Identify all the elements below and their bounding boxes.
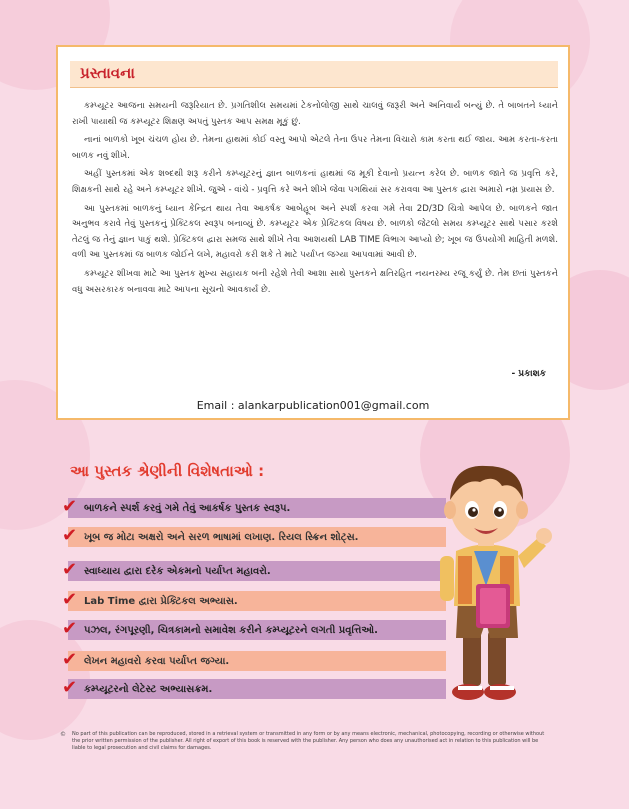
checkmark-icon: ✔ [62,558,78,580]
publisher-signoff: - પ્રકાશક [511,369,546,379]
boy-illustration [428,456,558,706]
features-title: આ પુસ્તક શ્રેણીની વિશેષતાઓ : [70,462,265,480]
checkmark-icon: ✔ [62,617,78,639]
contact-email: Email : alankarpublication001@gmail.com [196,399,430,412]
copyright-mark: © [60,731,66,738]
preface-title: પ્રસ્તાવના [80,64,135,82]
feature-label: લેખન મહાવરો કરવા પર્યાપ્ત જગ્યા. [84,655,230,667]
feature-item [62,588,446,611]
feature-item [62,524,446,547]
feature-item [62,558,446,581]
feature-item [62,617,446,640]
preface-paragraph: અહીં પુસ્તકમાં એક શબ્દથી શરૂ કરીને કમ્પ્યૂટરનું જ્ઞાન બાળકનાં હાથમાં જ મૂકી દેવાનો પ્રયત્ન કરેલ છે. બાળક જાતે જ પ્રવૃત્તિ કરે, શિક્ષકની સાથે રહે અને કમ્પ્યૂટર શીખે. જુએ - વાંચે - પ્રવૃત્તિ કરે અને શીખે જેવા પગથિયાં સર કરાવવા આ પુસ્તક દ્વારા અમારો નમ્ર પ્રયાસ છે. [72,169,558,195]
checkmark-icon: ✔ [62,588,78,610]
checkmark-icon: ✔ [62,648,78,670]
preface-paragraph: આ પુસ્તકમાં બાળકનું ધ્યાન કેન્દ્રિત થાય તેવા આકર્ષક આબેહૂબ અને સ્પર્શ કરવા ગમે તેવા 2D/3D ચિત્રો આપેલ છે. બાળકને જાત અનુભવ કરાવે તેવું પુસ્તકનું પ્રેક્ટિકલ સ્વરૂપ બનાવ્યું છે. કમ્પ્યૂટર એક પ્રેક્ટિકલ વિષય છે. બાળકો જેટલો સમય કમ્પ્યૂટર સાથે પસાર કરશે તેટલું જ તેનું જ્ઞાન પાકું થશે. પ્રેક્ટિકલ દ્વારા સમજ સાથે શીખે તેવા આશયથી LAB TIME વિભાગ આપ્યો છે; ખૂબ જ ઉપયોગી માહિતી મળશે. વળી આ પુસ્તકમાં જ બાળક જોઈને લખે, મહાવરો કરી શકે તે માટે પર્યાપ્ત જગ્યા આપવામાં આવી છે. [72,203,558,261]
checkmark-icon: ✔ [62,524,78,546]
feature-label: Lab Time દ્વારા પ્રેક્ટિકલ અભ્યાસ. [84,595,238,607]
copyright-notice: No part of this publication can be reproduced, stored in a retrieval system or transmitted in any form or by any means electronic, mechanical, photocopying, recording or otherwise without the prior written permission of the publisher. All right of export of this book is reserved with the publisher. Any person who does any unauthorised act in relation to this publication will be liable to legal prosecution and civil claims for damages. [72,731,545,751]
feature-label: બાળકને સ્પર્શ કરવું ગમે તેવું આકર્ષક પુસ્તક સ્વરૂપ. [84,502,291,514]
feature-item [62,495,446,518]
feature-label: કમ્પ્યૂટરનો લેટેસ્ટ અભ્યાસક્રમ. [84,683,213,695]
preface-body [72,99,558,301]
feature-item [62,648,446,671]
preface-paragraph: નાનાં બાળકો ખૂબ ચંચળ હોય છે. તેમના હાથમાં કોઈ વસ્તુ આપો એટલે તેના ઉપર તેમના વિચારો કામ કરતા થઈ જાય. આમ કરતા-કરતા બાળક નવું શીખે. [72,135,558,161]
feature-item [62,676,446,699]
preface-title-box [70,61,558,88]
checkmark-icon: ✔ [62,495,78,517]
checkmark-icon: ✔ [62,676,78,698]
feature-label: સ્વાધ્યાય દ્વારા દરેક એકમનો પર્યાપ્ત મહાવરો. [84,565,271,577]
feature-label: ખૂબ જ મોટા અક્ષરો અને સરળ ભાષામાં લખાણ. રિયલ સ્ક્રિન શોટ્સ. [84,531,359,543]
preface-paragraph: કમ્પ્યૂટર શીખવા માટે આ પુસ્તક મુખ્ય સહાયક બની રહેશે તેવી આશા સાથે પુસ્તકને ક્ષતિરહિત નયનરમ્ય રજૂ કર્યું છે. તેમ છતાં પુસ્તકને વધુ અસરકારક બનાવવા માટે આપના સૂચનો આવકાર્ય છે. [72,268,558,295]
preface-panel [56,45,570,420]
preface-paragraph: કમ્પ્યૂટર આજના સમયની જરૂરિયાત છે. પ્રગતિશીલ સમયમાં ટેકનોલોજી સાથે ચાલવું જરૂરી અને અનિવાર્ય બન્યું છે. તે બાબતને ધ્યાને રાખી પાયાથી જ કમ્પ્યૂટર શિક્ષણ અપતું પુસ્તક આપ સમક્ષ મૂકું છું. [72,101,558,127]
feature-label: પઝલ, રંગપૂરણી, ચિત્રકામનો સમાવેશ કરીને કમ્પ્યૂટરને લગતી પ્રવૃત્તિઓ. [84,624,378,636]
